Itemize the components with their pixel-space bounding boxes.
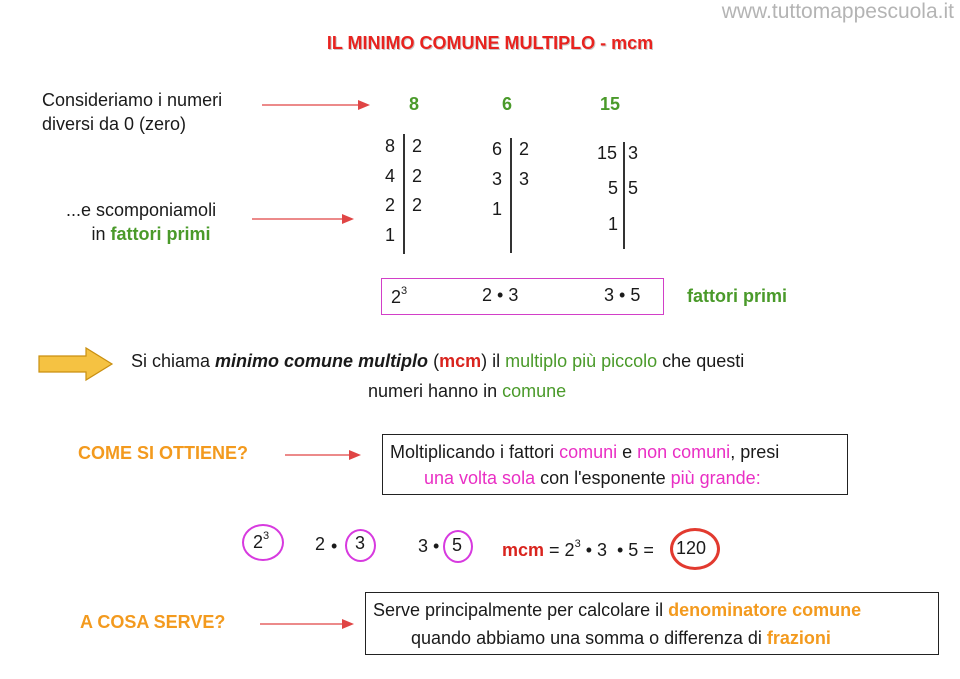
use-question: A COSA SERVE? [80, 612, 226, 632]
table-cell: 15 [597, 143, 618, 163]
table-cell: 1 [492, 199, 503, 219]
prime-factor-15: 3 • 5 [604, 285, 641, 305]
table-cell: 2 [412, 166, 423, 186]
prime-factor-6: 2 • 3 [482, 285, 519, 305]
table-cell: 1 [385, 225, 396, 245]
consider-text: Consideriamo i numeri diversi da 0 (zero) [42, 90, 223, 134]
how-line2: una volta sola con l'esponente più grande: [424, 468, 761, 488]
dot: • [331, 536, 338, 556]
table-cell: 3 [628, 143, 639, 163]
yellow-arrow-icon [38, 347, 114, 381]
arrow-right-icon [252, 213, 362, 225]
table-cell: 3 [492, 169, 503, 189]
prime-factor-8: $2^3$ [391, 285, 408, 307]
table-divider [623, 142, 625, 249]
table-cell: 3 [519, 169, 530, 189]
watermark: www.tuttomappescuola.it [721, 0, 954, 23]
calc-factor-5: 5 [452, 535, 463, 555]
definition-line2: numeri hanno in comune [368, 381, 567, 401]
dot: • [433, 536, 440, 556]
table-divider [510, 138, 512, 253]
arrow-right-icon [262, 99, 372, 111]
calc-factor-2-cubed: $2^3$ [253, 530, 270, 552]
use-line2: quando abbiamo una somma o differenza di frazioni [411, 628, 831, 648]
table-cell: 4 [385, 166, 396, 186]
page-title: IL MINIMO COMUNE MULTIPLO - mcm [326, 33, 654, 53]
how-line1: Moltiplicando i fattori comuni e non comuni, presi [390, 442, 780, 462]
table-cell: 8 [385, 136, 396, 156]
prime-factors-label: fattori primi [687, 286, 788, 306]
number-6: 6 [502, 94, 513, 114]
arrow-right-icon [260, 618, 360, 630]
mcm-formula: mcm = $2^3$ • 3 • 5 = [502, 538, 659, 560]
number-8: 8 [409, 94, 420, 114]
table-divider [403, 134, 405, 254]
definition-line1: Si chiama minimo comune multiplo (mcm) il multiplo più piccolo che questi [131, 351, 745, 371]
calc-factor-3b: 3 [418, 536, 429, 556]
table-cell: 1 [608, 214, 619, 234]
number-15: 15 [600, 94, 621, 114]
calc-factor-2: 2 [315, 534, 326, 554]
table-cell: 2 [412, 195, 423, 215]
how-question: COME SI OTTIENE? [78, 443, 249, 463]
table-cell: 5 [628, 178, 639, 198]
table-cell: 2 [385, 195, 396, 215]
table-cell: 5 [608, 178, 619, 198]
table-cell: 2 [519, 139, 530, 159]
table-cell: 2 [412, 136, 423, 156]
decompose-text: ...e scomponiamoli in fattori primi [66, 200, 217, 244]
arrow-right-icon [285, 449, 365, 461]
use-line1: Serve principalmente per calcolare il denominatore comune [373, 600, 862, 620]
mcm-result: 120 [676, 538, 707, 558]
calc-factor-3: 3 [355, 533, 366, 553]
table-cell: 6 [492, 139, 503, 159]
